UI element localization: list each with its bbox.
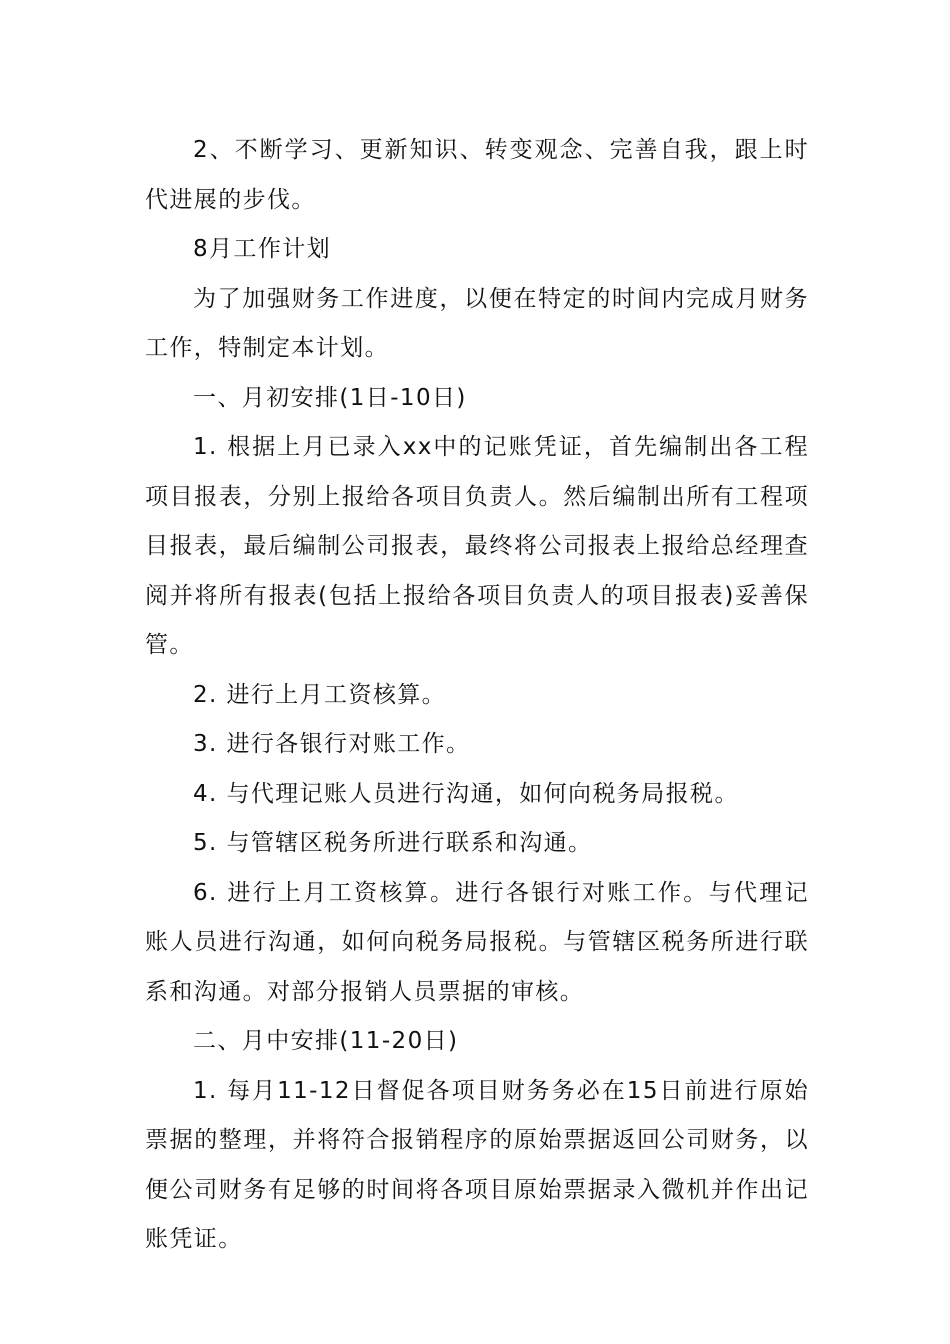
section-heading-early-month: 一、月初安排(1日-10日) [193, 384, 467, 411]
list-item-tax-agent: 4. 与代理记账人员进行沟通，如何向税务局报税。 [193, 780, 739, 807]
list-item-summary: 6. 进行上月工资核算。进行各银行对账工作。与代理记账人员进行沟通，如何向税务局报税。与管辖区税务所进行联系和沟通。对部分报销人员票据的审核。 [145, 879, 809, 1005]
list-item-receipts: 1. 每月11-12日督促各项目财务务必在15日前进行原始票据的整理，并将符合报销程序的原始票据返回公司财务，以便公司财务有足够的时间将各项目原始票据录入微机并作出记账凭证。 [145, 1077, 809, 1252]
paragraph-plan-title: 8月工作计划 [193, 236, 332, 262]
document-body [145, 126, 809, 1265]
list-item-reports: 1. 根据上月已录入xx中的记账凭证，首先编制出各工程项目报表，分别上报给各项目负责人。然后编制出所有工程项目报表，最后编制公司报表，最终将公司报表上报给总经理查阅并将所有报表(包括上报给各项目负责人的项目报表)妥善保管。 [145, 434, 809, 658]
section-heading-mid-month: 二、月中安排(11-20日) [193, 1028, 459, 1054]
paragraph-learning: 2、不断学习、更新知识、转变观念、完善自我，跟上时代进展的步伐。 [145, 137, 809, 213]
list-item-bank-reconciliation: 3. 进行各银行对账工作。 [193, 731, 471, 757]
paragraph-intro: 为了加强财务工作进度，以便在特定的时间内完成月财务工作，特制定本计划。 [145, 285, 809, 361]
list-item-tax-office: 5. 与管辖区税务所进行联系和沟通。 [193, 830, 593, 856]
list-item-payroll: 2. 进行上月工资核算。 [193, 681, 447, 708]
